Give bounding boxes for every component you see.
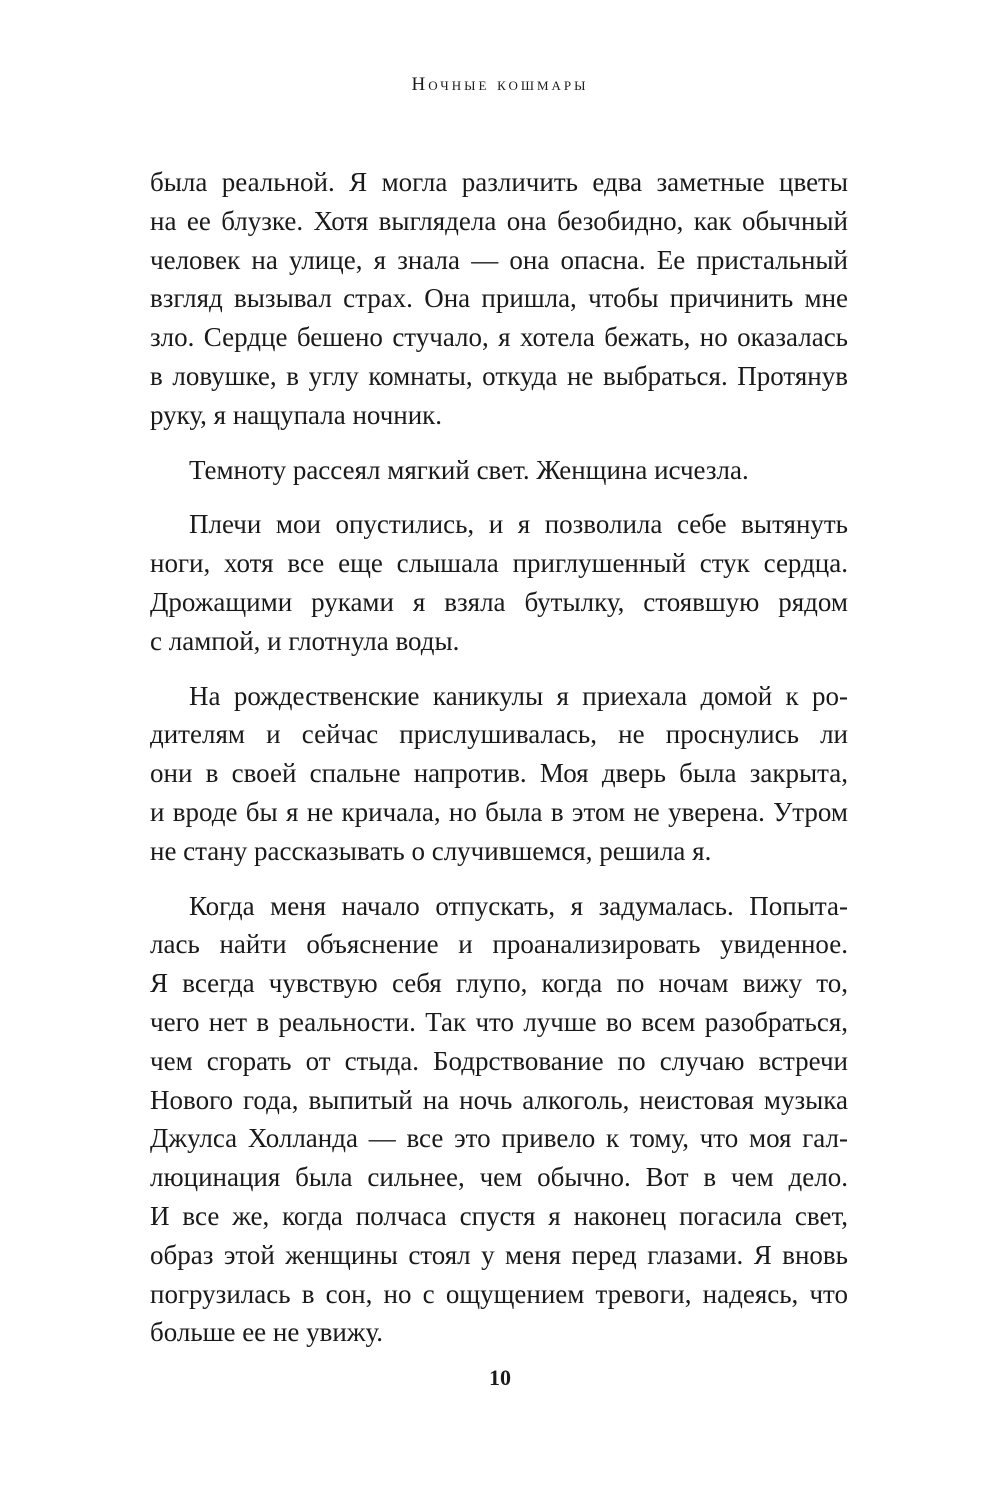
body-text — [150, 163, 848, 1352]
text-line: с лампой, и глотнула воды. — [150, 625, 460, 656]
text-line: ноги, хотя все еще слышала приглушенный стук сердца. — [150, 548, 848, 579]
text-line: и вроде бы я не кричала, но была в этом не уверена. Утром — [150, 796, 848, 827]
text-line: погрузилась в сон, но с ощущением тревоги, надеясь, что — [150, 1278, 848, 1309]
text-line: образ этой женщины стоял у меня перед глазами. Я вновь — [150, 1239, 848, 1270]
text-line: не стану рассказывать о случившемся, решила я. — [150, 835, 712, 866]
text-line: они в своей спальне напротив. Моя дверь была закрыта, — [150, 758, 848, 789]
text-line: больше ее не увижу. — [150, 1317, 383, 1348]
text-line: чем сгорать от стыда. Бодрствование по случаю встречи — [150, 1045, 848, 1076]
text-line: дителям и сейчас прислушивалась, не проснулись ли — [150, 719, 848, 750]
text-line: На рождественские каникулы я приехала домой к ро- — [189, 680, 848, 711]
text-line: человек на улице, я знала — она опасна. Ее пристальный — [150, 244, 848, 275]
text-line: Когда меня начало отпускать, я задумалась. Попыта- — [189, 890, 848, 921]
text-line: на ее блузке. Хотя выглядела она безобидно, как обычный — [150, 205, 848, 236]
text-line: в ловушке, в углу комнаты, откуда не выбраться. Протянув — [150, 360, 848, 391]
text-line: И все же, когда полчаса спустя я наконец погасила свет, — [150, 1200, 848, 1231]
text-line: лась найти объяснение и проанализировать увиденное. — [150, 929, 848, 960]
page-number: 10 — [489, 1365, 511, 1390]
text-line: Дрожащими руками я взяла бутылку, стоявшую рядом — [150, 586, 848, 617]
text-line: Я всегда чувствую себя глупо, когда по ночам вижу то, — [150, 968, 848, 999]
text-line: чего нет в реальности. Так что лучше во всем разобраться, — [150, 1006, 848, 1037]
text-line: руку, я нащупала ночник. — [150, 399, 443, 430]
text-line: Темноту рассеял мягкий свет. Женщина исчезла. — [189, 454, 749, 485]
text-line: люцинация была сильнее, чем обычно. Вот в чем дело. — [150, 1162, 848, 1193]
text-line: зло. Сердце бешено стучало, я хотела бежать, но оказалась — [150, 322, 848, 353]
text-line: была реальной. Я могла различить едва заметные цветы — [150, 167, 848, 197]
running-head: Ночные кошмары — [411, 74, 589, 95]
text-line: Нового года, выпитый на ночь алкоголь, неистовая музыка — [150, 1084, 848, 1115]
text-line: Джулса Холланда — все это привело к тому, что моя гал- — [150, 1123, 848, 1154]
text-line: Плечи мои опустились, и я позволила себе вытянуть — [189, 509, 848, 540]
text-line: взгляд вызывал страх. Она пришла, чтобы причинить мне — [150, 283, 848, 314]
